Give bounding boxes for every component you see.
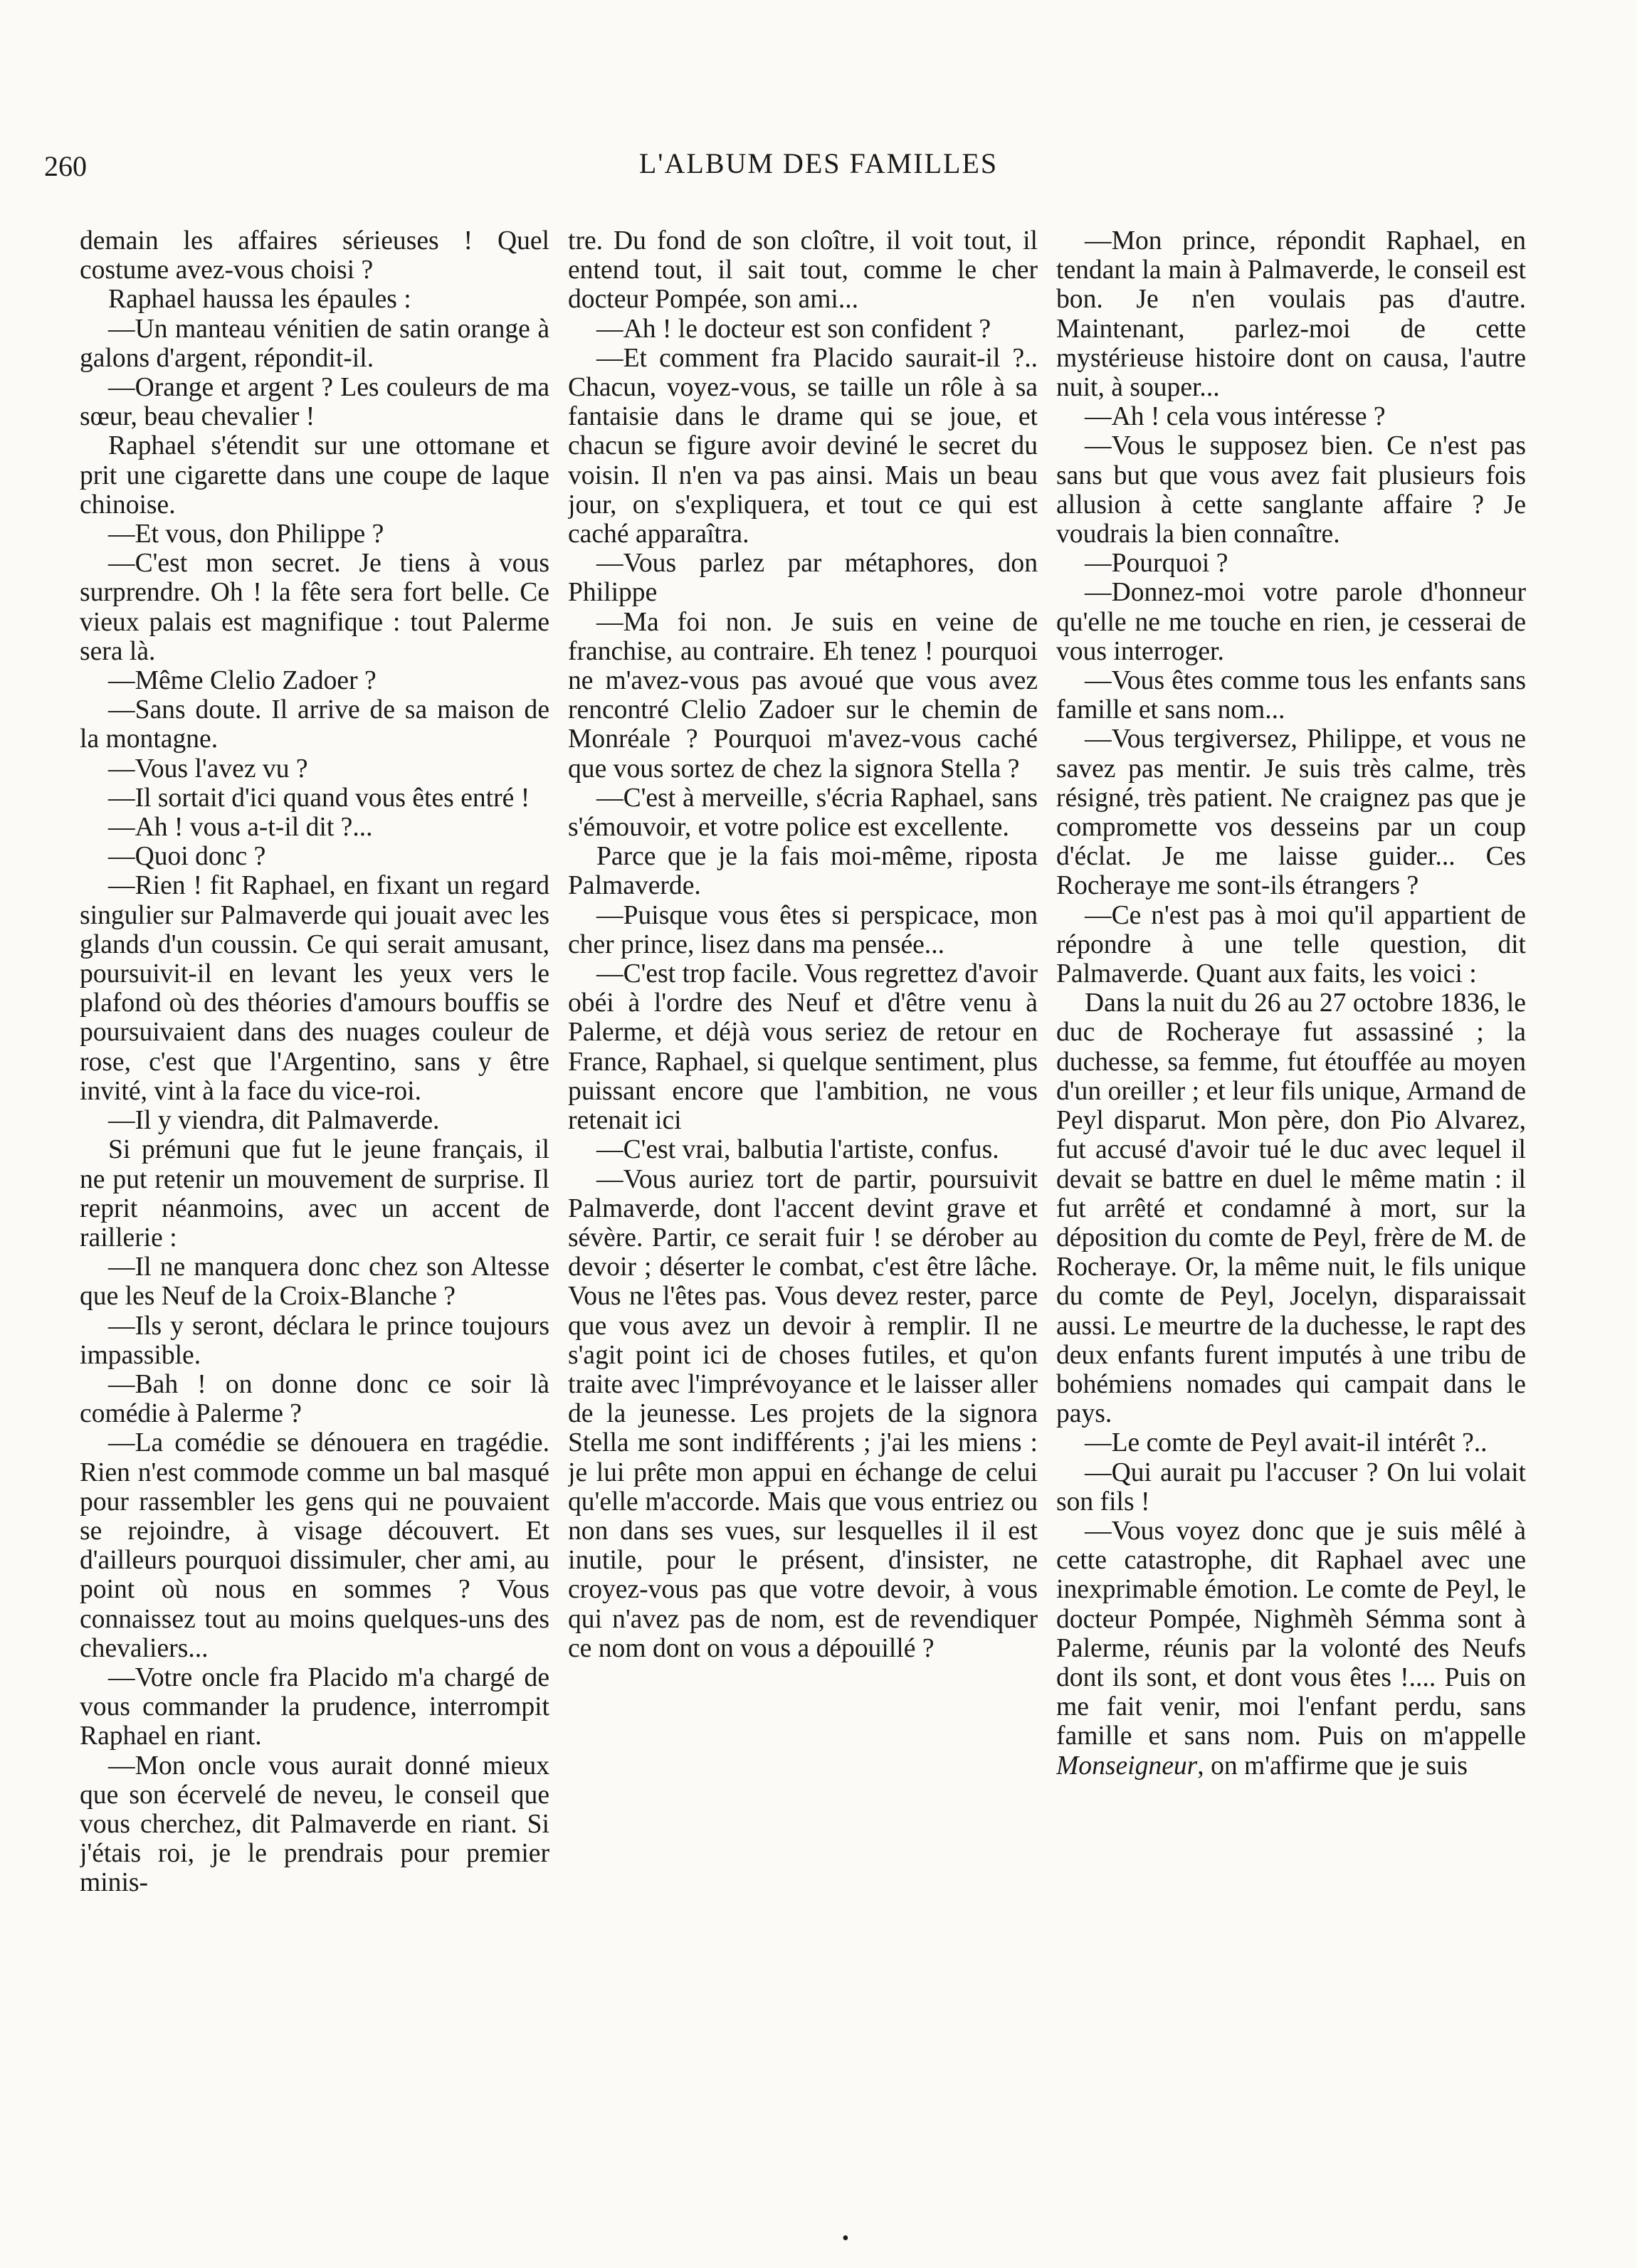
paragraph: Raphael haussa les épaules : [108,285,411,315]
paragraph: —Votre oncle fra Placido m'a chargé de vous commander la prudence, interrompit Raphael en riant. [80,1662,549,1751]
paragraph: —Mon oncle vous aurait donné mieux que son écervelé de neveu, le conseil que vous cherchez, dit Palmaverde en riant. Si j'étais roi, je le prendrais pour premier minis- [80,1751,549,1898]
paragraph: —Ma foi non. Je suis en veine de franchise, au contraire. Eh tenez ! pourquoi ne m'avez-vous pas avoué que vous avez rencontré Clelio Zadoer sur le chemin de Monréale ? Pourquoi m'avez-vous caché que vous sortez de chez la signora Stella ? [568,607,1038,784]
paragraph: —Un manteau vénitien de satin orange à galons d'argent, répondit-il. [80,314,549,373]
paragraph: —Qui aurait pu l'accuser ? On lui volait son fils ! [1056,1457,1526,1517]
paragraph: —C'est trop facile. Vous regrettez d'avoir obéi à l'ordre des Neuf et d'être venu à Palerme, et déjà vous seriez de retour en France, Raphael, si quelque sentiment, plus puissant encore que l'ambition, ne vous retenait ici [568,959,1038,1136]
paragraph: —Vous voyez donc que je suis mêlé à cette catastrophe, dit Raphael avec une inexprimable émotion. Le comte de Peyl, le docteur Pompée, Nighmèh Sémma sont à Palerme, réunis par la volonté des Neufs dont ils sont, et dont vous êtes !.... Puis on me fait venir, moi l'enfant perdu, sans famille et sans nom. Puis on m'appelle Monseigneur, on m'affirme que je suis [1056,1516,1526,1781]
paragraph: —Quoi donc ? [108,842,266,872]
running-title: L'ALBUM DES FAMILLES [638,147,999,179]
paragraph: —Ah ! cela vous intéresse ? [1085,402,1386,432]
paragraph: Raphael s'étendit sur une ottomane et prit une cigarette dans une coupe de laque chinoise. [80,431,549,519]
paragraph: —Pourquoi ? [1085,549,1228,579]
paragraph: —Puisque vous êtes si perspicace, mon cher prince, lisez dans ma pensée... [568,900,1038,959]
paragraph: —Vous le supposez bien. Ce n'est pas sans but que vous avez fait plusieurs fois allusion à cette sanglante affaire ? Je voudrais la bien connaître. [1056,431,1526,549]
paragraph: —Il ne manquera donc chez son Altesse que les Neuf de la Croix-Blanche ? [80,1252,549,1312]
text-columns [80,226,1526,2233]
paragraph: —Vous tergiversez, Philippe, et vous ne savez pas mentir. Je suis très calme, très résigné, très patient. Ne craignez pas que je compromette vos desseins par un coup d'éclat. Je me laisse guider... Ces Rocheraye me sont-ils étrangers ? [1056,724,1526,901]
paragraph: —Ce n'est pas à moi qu'il appartient de répondre à une telle question, dit Palmaverde. Quant aux faits, les voici : [1056,900,1526,989]
paragraph: —Sans doute. Il arrive de sa maison de la montagne. [80,695,549,754]
paragraph: —Orange et argent ? Les couleurs de ma sœur, beau chevalier ! [80,373,549,432]
paragraph: —Et vous, don Philippe ? [108,519,384,549]
paragraph: —Le comte de Peyl avait-il intérêt ?.. [1085,1428,1488,1458]
column-2 [568,226,1038,2233]
paragraph: —Rien ! fit Raphael, en fixant un regard singulier sur Palmaverde qui jouait avec les glands d'un coussin. Ce qui serait amusant, poursuivit-il en levant les yeux vers le plafond où des théories d'amours bouffis se poursuivaient dans des nuages couleur de rose, c'est que l'Argentino, sans y être invité, vint à la face du vice-roi. [80,871,549,1106]
paragraph: tre. Du fond de son cloître, il voit tout, il entend tout, il sait tout, comme le cher docteur Pompée, son ami... [568,226,1038,315]
column-3 [1056,226,1526,2233]
paragraph: —Vous l'avez vu ? [108,754,308,784]
paragraph: —C'est mon secret. Je tiens à vous surprendre. Oh ! la fête sera fort belle. Ce vieux palais est magnifique : tout Palerme sera là. [80,549,549,666]
paragraph: —Et comment fra Placido saurait-il ?.. Chacun, voyez-vous, se taille un rôle à sa fantaisie dans le drame qui se joue, et chacun se figure avoir deviné le secret du voisin. Il n'en va pas ainsi. Mais un beau jour, on s'expliquera, et tout ce qui est caché apparaîtra. [568,343,1038,549]
paragraph: —Vous auriez tort de partir, poursuivit Palmaverde, dont l'accent devint grave et sévère. Partir, ce serait fuir ! se dérober au devoir ; déserter le combat, c'est être lâche. Vous ne l'êtes pas. Vous devez rester, parce que vous avez un devoir à remplir. Il ne s'agit point ici de choses futiles, et qu'on traite avec l'imprévoyance et le laisser aller de la jeunesse. Les projets de la signora Stella me sont indifférents ; j'ai les miens : je lui prête mon appui en échange de celui qu'elle m'accorde. Mais que vous entriez ou non dans ses vues, sur lesquelles il il est inutile, pour le présent, d'insister, ne croyez-vous pas que votre devoir, à vous qui n'avez pas de nom, est de revendiquer ce nom dont on vous a dépouillé ? [568,1164,1038,1663]
paragraph: —La comédie se dénouera en tragédie. Rien n'est commode comme un bal masqué pour rassembler les gens qui ne pouvaient se rejoindre, à visage découvert. Et d'ailleurs pourquoi dissimuler, cher ami, au point où nous en sommes ? Vous connaissez tout au moins quelques-uns des chevaliers... [80,1428,549,1663]
paragraph: —Bah ! on donne donc ce soir là comédie à Palerme ? [80,1369,549,1429]
paragraph: —Ah ! le docteur est son confident ? [596,314,991,344]
paragraph: —Ah ! vous a-t-il dit ?... [108,813,373,843]
paragraph: —Vous parlez par métaphores, don Philippe [568,549,1038,608]
paragraph: —C'est vrai, balbutia l'artiste, confus. [596,1135,999,1165]
page-number: 260 [44,150,87,182]
paragraph: —Vous êtes comme tous les enfants sans famille et sans nom... [1056,666,1526,725]
paragraph: Si prémuni que fut le jeune français, il ne put retenir un mouvement de surprise. Il reprit néanmoins, avec un accent de raillerie : [80,1135,549,1252]
paragraph: Dans la nuit du 26 au 27 octobre 1836, le duc de Rocheraye fut assassiné ; la duchesse, sa femme, fut étouffée au moyen d'un oreiller ; et leur fils unique, Armand de Peyl disparut. Mon père, don Pio Alvarez, fut accusé d'avoir tué le duc avec lequel il devait se battre en duel le même matin : il fut arrêté et condamné à mort, sur la déposition du comte de Peyl, frère de M. de Rocheraye. Or, la même nuit, le fils unique du comte de Peyl, Jocelyn, disparaissait aussi. Le meurtre de la duchesse, le rapt des deux enfants furent imputés à une tribu de bohémiens nomades qui campait dans le pays. [1056,988,1526,1429]
footer-ornament: • [842,2227,849,2249]
paragraph: —C'est à merveille, s'écria Raphael, sans s'émouvoir, et votre police est excellente. [568,783,1038,843]
paragraph: —Mon prince, répondit Raphael, en tendant la main à Palmaverde, le conseil est bon. Je n'en voulais pas d'autre. Maintenant, parlez-moi de cette mystérieuse histoire dont on causa, l'autre nuit, à souper... [1056,226,1526,403]
paragraph: demain les affaires sérieuses ! Quel costume avez-vous choisi ? [80,226,549,285]
paragraph: —Donnez-moi votre parole d'honneur qu'elle ne me touche en rien, je cesserai de vous interroger. [1056,578,1526,666]
italic-word: Monseigneur [1056,1751,1198,1781]
paragraph: —Il y viendra, dit Palmaverde. [108,1106,440,1136]
paragraph: Parce que je la fais moi-même, riposta Palmaverde. [568,842,1038,901]
paragraph: —Ils y seront, déclara le prince toujours impassible. [80,1311,549,1370]
paragraph: —Il sortait d'ici quand vous êtes entré ! [108,783,530,813]
paragraph: —Même Clelio Zadoer ? [108,666,377,696]
column-1 [80,226,549,2233]
